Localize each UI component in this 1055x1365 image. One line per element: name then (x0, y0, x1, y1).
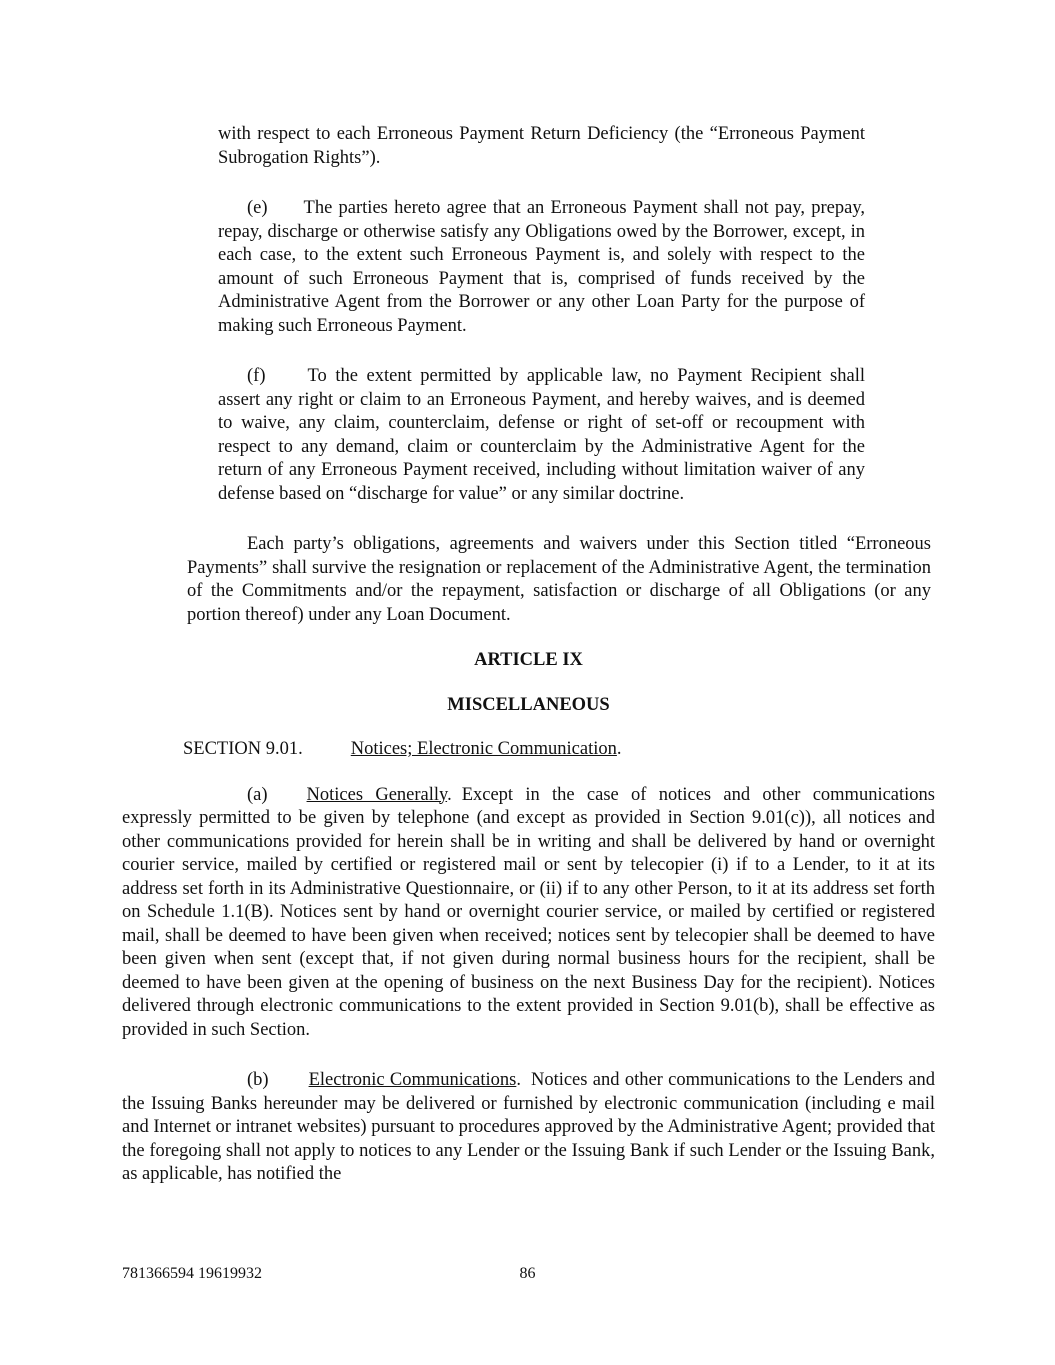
paragraph-e (218, 197, 865, 338)
page-number: 86 (519, 1265, 536, 1282)
survival-paragraph: Each party’s obligations, agreements and waivers under this Section titled “Erroneous Payments” shall survive the resignation or replacement of the Administrative Agent, the termination of the Commitments and/or the repayment, satisfaction or discharge of all Obligations (or any portion thereof) under any Loan Document. (187, 534, 931, 625)
paragraph-e-body: The parties hereto agree that an Erroneous Payment shall not pay, prepay, repay, discharge or otherwise satisfy any Obligations owed by the Borrower, except, in each case, to the extent such Erroneous Payment is, and solely with respect to the amount of such Erroneous Payment that is, comprised of funds received by the Administrative Agent from the Borrower or any other Loan Party for the purpose of making such Erroneous Payment. (218, 198, 865, 336)
page-number-container (0, 1262, 1055, 1286)
continuation-paragraph: with respect to each Erroneous Payment Return Deficiency (the “Erroneous Payment Subrogation Rights”). (218, 124, 865, 168)
page-content (122, 123, 935, 1214)
page-footer (0, 1262, 1055, 1286)
paragraph-f-marker: (f) (247, 366, 266, 386)
paragraph-a (122, 784, 935, 1043)
paragraph-a-heading: Notices Generally (306, 784, 448, 805)
article-heading: ARTICLE IX (474, 650, 583, 670)
document-number: 781366594 19619932 (122, 1265, 262, 1282)
article-subheading: MISCELLANEOUS (447, 694, 610, 715)
paragraph-f (218, 365, 865, 506)
paragraph-b-heading: Electronic Communications (308, 1070, 517, 1090)
paragraph-b (122, 1069, 935, 1187)
paragraph-b-heading-suffix: . (516, 1070, 521, 1090)
paragraph-b-body: Notices and other communications to the Lenders and the Issuing Banks hereunder may be delivered or furnished by electronic communication (including e mail and Internet or intranet websites) pursuant to procedures approved by the Administrative Agent; provided that the foregoing shall not apply to notices to any Lender or the Issuing Bank if such Lender or the Issuing Bank, as applicable, has notified the (122, 1070, 935, 1184)
paragraph-a-heading-suffix: . (447, 784, 452, 805)
section-label: SECTION 9.01. (183, 739, 303, 759)
section-9-01-line (183, 738, 935, 762)
paragraph-f-body: To the extent permitted by applicable law, no Payment Recipient shall assert any right or claim to an Erroneous Payment, and hereby waives, and is deemed to waive, any claim, counterclaim, defense or right of set-off or recoupment with respect to any demand, claim or counterclaim by the Administrative Agent for the return of any Erroneous Payment received, including without limitation waiver of any defense based on “discharge for value” or any similar doctrine. (218, 366, 865, 504)
paragraph-b-marker: (b) (247, 1070, 269, 1090)
section-title: Notices; Electronic Communication (350, 739, 617, 759)
paragraph-a-marker: (a) (247, 784, 268, 805)
paragraph-a-body: Except in the case of notices and other communications expressly permitted to be given by telephone (and except as provided in Section 9.01(c)), all notices and other communications provided for herein shall be in writing and shall be delivered by hand or overnight courier service, mailed by certified or registered mail or sent by telecopier (i) if to a Lender, to it at its address set forth in its Administrative Questionnaire, or (ii) if to any other Person, to it at its address set forth on Schedule 1.1(B). Notices sent by hand or overnight courier service, or mailed by certified or registered mail, shall be deemed to have been given when received; notices sent by telecopier shall be deemed to have been given when sent (except that, if not given during normal business hours for the recipient, shall be deemed to have been given at the opening of business on the next Business Day for the recipient). Notices delivered through electronic communications to the extent provided in Section 9.01(b), shall be effective as provided in such Section. (122, 784, 935, 1040)
paragraph-e-marker: (e) (247, 198, 268, 218)
section-title-suffix: . (616, 739, 622, 759)
